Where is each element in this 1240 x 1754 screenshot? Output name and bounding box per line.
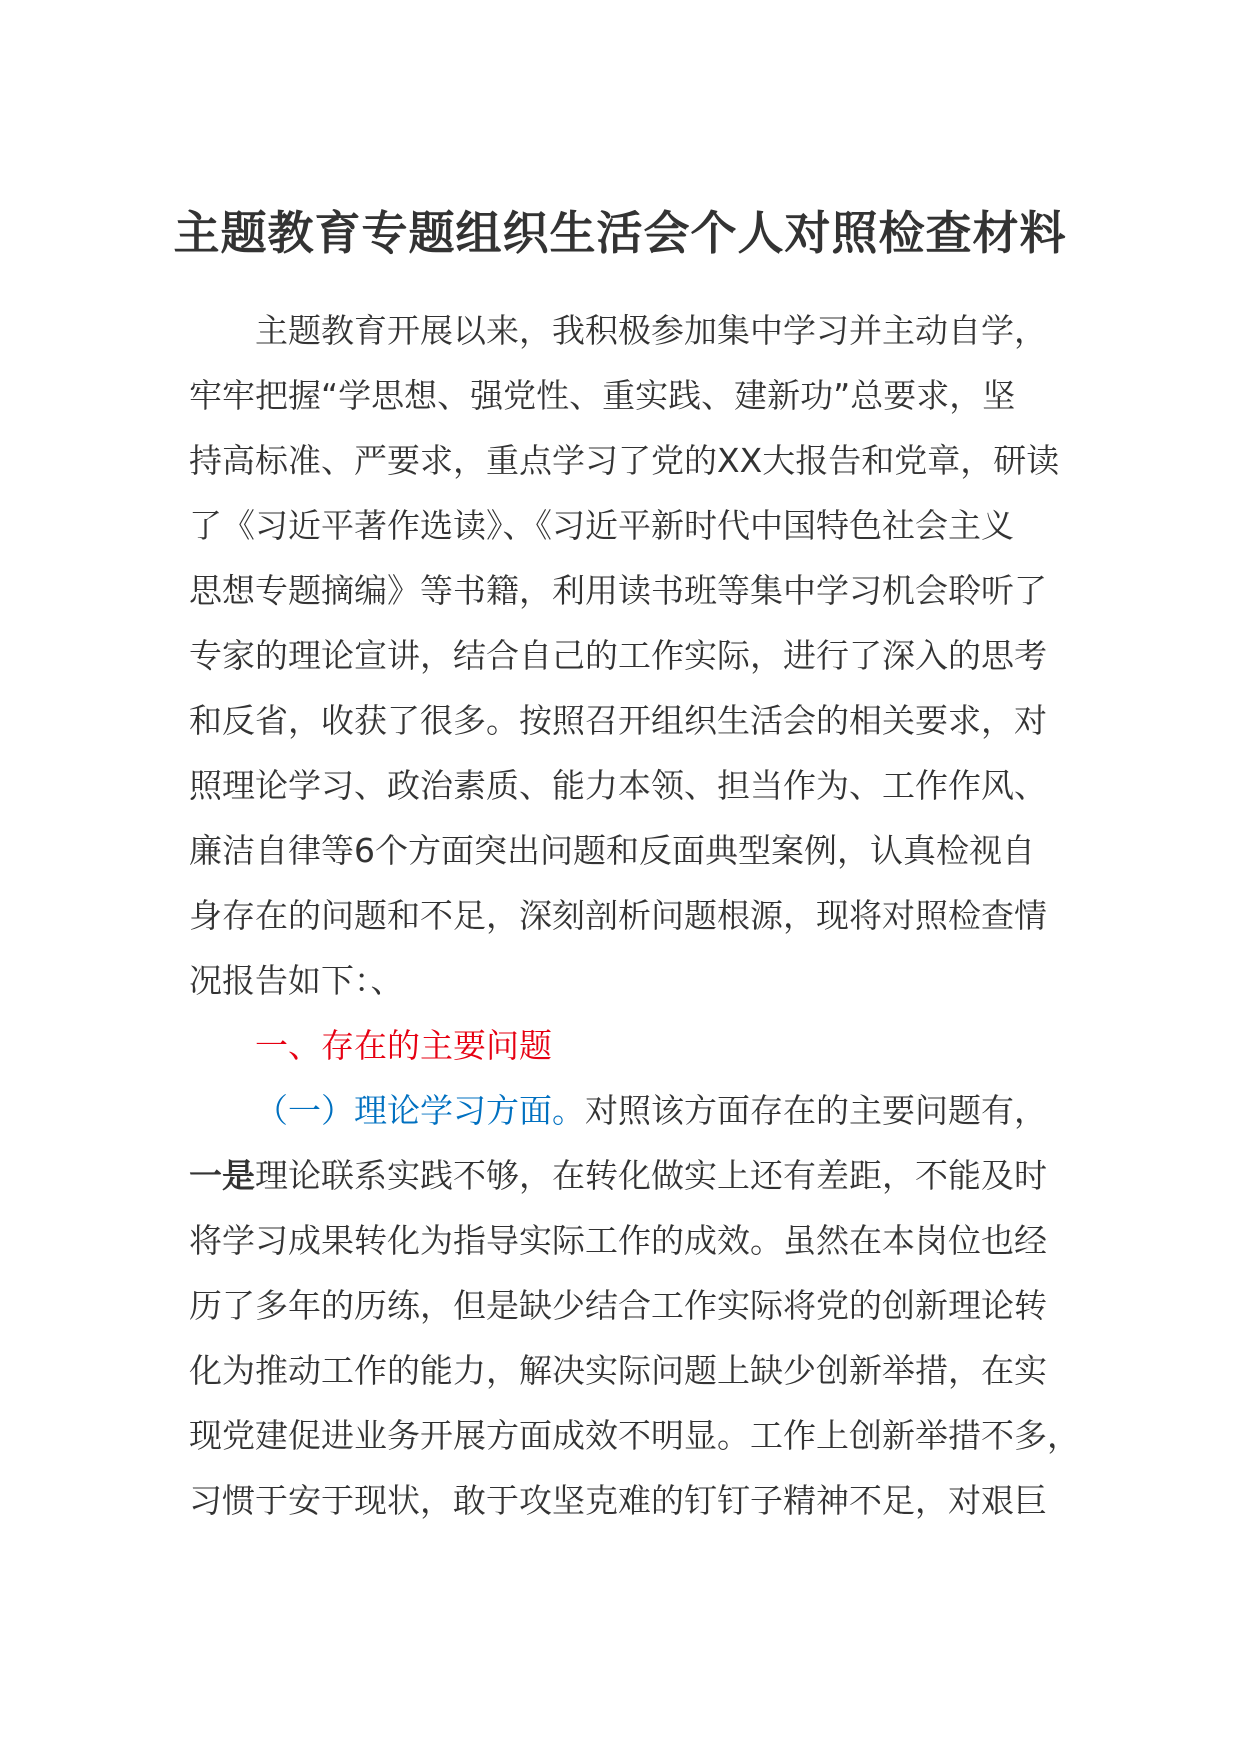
subsection-line — [189, 1078, 1069, 1143]
document-title: 主题教育专题组织生活会个人对照检查材料 — [173, 206, 1067, 260]
paragraph-line: 牢牢把握“学思想、强党性、重实践、建新功”总要求，坚 — [189, 376, 1016, 415]
paragraph-line: 况报告如下：、 — [189, 961, 404, 1000]
section-heading: 一、存在的主要问题 — [255, 1026, 552, 1065]
paragraph-line: 持高标准、严要求，重点学习了党的XX大报告和党章，研读 — [189, 441, 1060, 480]
paragraph-line: 照理论学习、政治素质、能力本领、担当作为、工作作风、 — [189, 766, 1047, 805]
paragraph-line: 廉洁自律等6个方面突出问题和反面典型案例，认真检视自 — [189, 831, 1035, 870]
paragraph-line: 将学习成果转化为指导实际工作的成效。虽然在本岗位也经 — [189, 1221, 1047, 1260]
paragraph-line: 身存在的问题和不足，深刻剖析问题根源，现将对照检查情 — [189, 896, 1047, 935]
paragraph-line: 现党建促进业务开展方面成效不明显。工作上创新举措不多， — [189, 1416, 1080, 1455]
paragraph-line: 和反省，收获了很多。按照召开组织生活会的相关要求，对 — [189, 701, 1047, 740]
paragraph-line: 化为推动工作的能力，解决实际问题上缺少创新举措，在实 — [189, 1351, 1047, 1390]
subsection-intro: 对照该方面存在的主要问题有， — [585, 1091, 1047, 1130]
document-body — [189, 298, 1080, 1533]
point-label: 一是 — [189, 1156, 255, 1195]
paragraph-line: 历了多年的历练，但是缺少结合工作实际将党的创新理论转 — [189, 1286, 1047, 1325]
point-line — [189, 1143, 1069, 1208]
paragraph-line: 专家的理论宣讲，结合自己的工作实际，进行了深入的思考 — [189, 636, 1047, 675]
point-text: 理论联系实践不够，在转化做实上还有差距，不能及时 — [255, 1156, 1047, 1195]
paragraph-line: 习惯于安于现状，敢于攻坚克难的钉钉子精神不足，对艰巨 — [189, 1481, 1047, 1520]
subsection-heading: （一）理论学习方面。 — [255, 1091, 585, 1130]
paragraph-line: 主题教育开展以来，我积极参加集中学习并主动自学， — [255, 311, 1047, 350]
paragraph-line: 了《习近平著作选读》、《习近平新时代中国特色社会主义 — [189, 506, 1014, 545]
paragraph-line: 思想专题摘编》等书籍，利用读书班等集中学习机会聆听了 — [189, 571, 1047, 610]
